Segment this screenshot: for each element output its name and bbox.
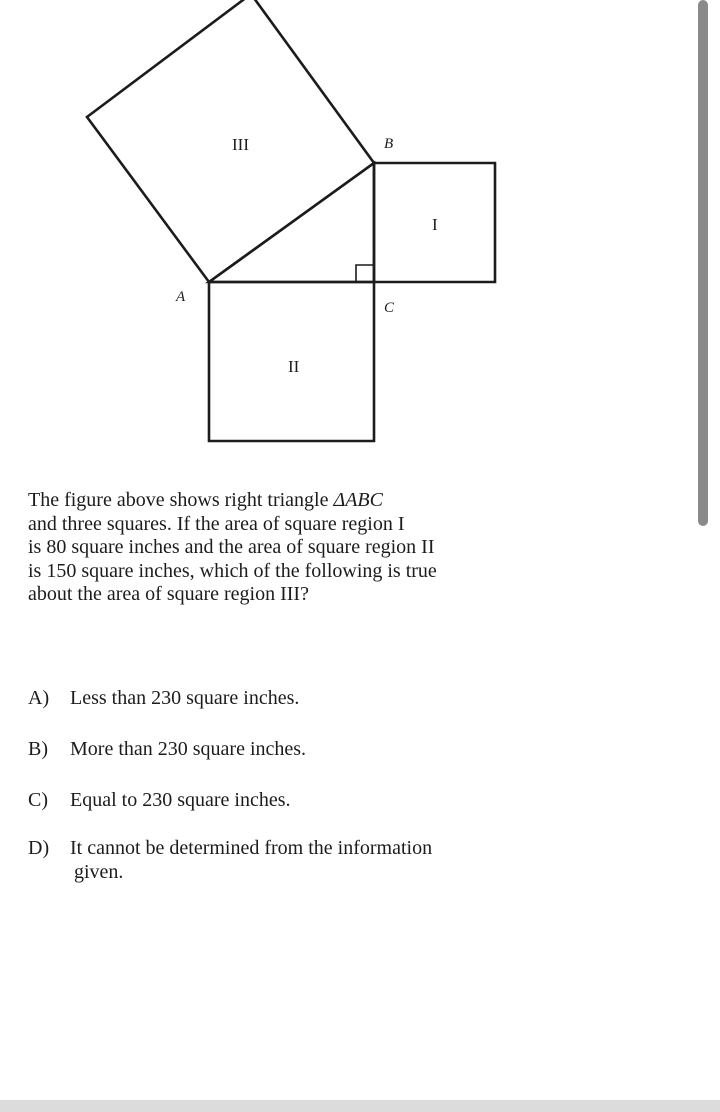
right-triangle-abc <box>209 163 374 282</box>
label-region-III: III <box>232 135 249 154</box>
right-angle-marker <box>356 265 374 282</box>
question-line-1-text: The figure above shows right triangle <box>28 489 334 511</box>
choice-a-line-1: Less than 230 square inches. <box>70 687 300 709</box>
choice-d-line-1: It cannot be determined from the information <box>70 837 433 859</box>
bottom-bar <box>0 1100 720 1112</box>
choice-c-letter: C) <box>28 789 48 811</box>
label-vertex-B: B <box>384 136 394 152</box>
choice-d-line-2: given. <box>74 861 124 883</box>
question-line-2: and three squares. If the area of square region I <box>28 512 405 535</box>
label-vertex-C: C <box>384 300 395 316</box>
choice-a-text <box>70 686 610 710</box>
square-region-III <box>87 0 374 282</box>
question-text <box>28 489 628 607</box>
question-line-1 <box>28 489 628 513</box>
label-vertex-A: A <box>176 289 186 305</box>
choice-c-text <box>70 788 610 812</box>
choice-b-text <box>70 737 610 761</box>
label-region-I: I <box>432 215 438 234</box>
vertical-scrollbar[interactable] <box>698 0 708 526</box>
choice-c-line-1: Equal to 230 square inches. <box>70 789 291 811</box>
question-line-5: about the area of square region III? <box>28 583 309 605</box>
choice-d-text <box>70 836 610 884</box>
geometry-figure <box>0 0 720 480</box>
question-line-4: is 150 square inches, which of the following is true <box>28 559 437 582</box>
question-line-3: is 80 square inches and the area of square region II <box>28 536 435 558</box>
choice-d-letter: D) <box>28 837 50 859</box>
choice-a-letter: A) <box>28 687 50 709</box>
label-region-II: II <box>288 357 300 376</box>
choice-b-letter: B) <box>28 738 48 760</box>
triangle-name: ΔABC <box>333 489 383 511</box>
choice-b-line-1: More than 230 square inches. <box>70 738 307 760</box>
